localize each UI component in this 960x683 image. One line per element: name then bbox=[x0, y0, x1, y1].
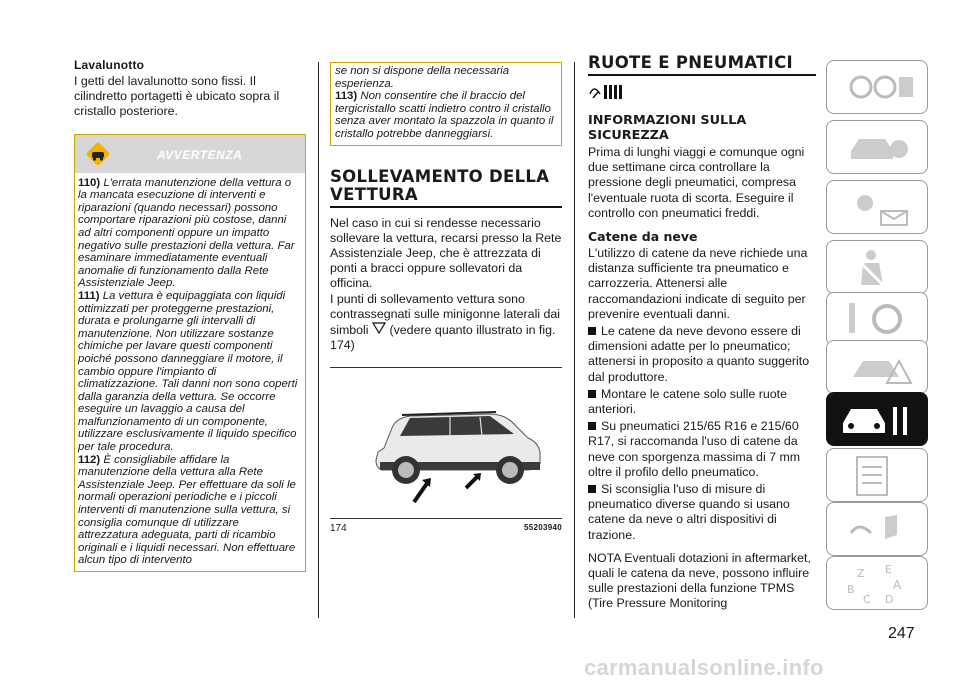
seatbelt-icon bbox=[827, 241, 927, 293]
catene-intro: L'utilizzo di catene da neve richiede una distanza sufficiente tra pneumatico e carrozzeria. Attenersi alle raccomandazioni indicate di seguito per prevenire eventuali danni. bbox=[588, 246, 808, 321]
bullet-square-icon bbox=[588, 485, 596, 493]
warning-body bbox=[75, 173, 305, 571]
heading-rule bbox=[330, 206, 562, 208]
warning-item-112 bbox=[78, 454, 299, 567]
warning-triangle-icon bbox=[827, 341, 927, 393]
svg-text:C: C bbox=[863, 593, 871, 606]
warning-item-text: L'errata manutenzione della vettura o la mancata esecuzione di interventi e riparazioni (quando necessari) possono comportare riparazioni più costose, danni ad altri componenti oppure un impatto negativo sulle prestazioni della vettura. Far esaminare immediatamente eventuali anomalie di funzionamento dalla Rete Assistenziale Jeep. bbox=[78, 176, 295, 290]
tab-data-sheet[interactable] bbox=[826, 448, 928, 502]
bullet-square-icon bbox=[588, 422, 596, 430]
svg-text:B: B bbox=[847, 583, 855, 596]
warning-item-number: 111) bbox=[78, 289, 100, 302]
figure-code: 55203940 bbox=[524, 523, 562, 533]
warning-item-113 bbox=[335, 90, 555, 140]
heading-catene-neve: Catene da neve bbox=[588, 229, 698, 245]
heading-informazioni-sicurezza: INFORMAZIONI SULLA SICUREZZA bbox=[588, 113, 747, 143]
warning-item-110 bbox=[78, 177, 299, 290]
tab-maintenance[interactable] bbox=[826, 392, 928, 446]
warning-title: AVVERTENZA bbox=[157, 147, 243, 162]
bullet-text: Su pneumatici 215/65 R16 e 215/60 R17, si raccomanda l'uso di catene da neve con sporgenza massima di 7 mm oltre il profilo dello pneumatico. bbox=[588, 419, 801, 479]
warning-continued-text: se non si dispone della necessaria esperienza. bbox=[335, 65, 510, 90]
svg-text:E: E bbox=[885, 563, 892, 576]
data-sheet-icon bbox=[827, 449, 927, 501]
figure-caption bbox=[330, 523, 562, 534]
suv-lift-points-illustration bbox=[330, 368, 562, 518]
bullet-square-icon bbox=[588, 327, 596, 335]
page-number: 247 bbox=[888, 625, 915, 642]
column-middle bbox=[330, 0, 562, 534]
bullet-text: Le catene da neve devono essere di dimensioni adatte per lo pneumatico; attenersi in proposito a quanto suggerito dal produttore. bbox=[588, 324, 810, 384]
heading-rule bbox=[588, 74, 816, 76]
figure-number: 174 bbox=[330, 523, 347, 535]
lift-point-symbol-icon bbox=[372, 323, 386, 337]
nota-text: NOTA Eventuali dotazioni in aftermarket, quali le catena da neve, possono influire sulle prestazioni della funzione TPMS (Tire Pressure Monitoring bbox=[588, 550, 811, 611]
tab-dashboard[interactable] bbox=[826, 60, 928, 114]
sollevamento-para2 bbox=[330, 292, 562, 354]
bullet-item bbox=[588, 324, 820, 385]
steering-wheel-icon bbox=[827, 293, 927, 345]
bullet-item bbox=[588, 482, 820, 543]
tab-steering[interactable] bbox=[826, 292, 928, 346]
warning-item-text: È consigliabile affidare la manutenzione della vettura alla Rete Assistenziale Jeep. Per effettuare da soli le normali operazioni periodiche e i piccoli interventi di manutenzione sulla vettura, si consiglia comunque di utilizzare attrezzatura adeguata, parti di ricambio originali e i liquidi necessari. Non effettuare alcun tipo di intervento bbox=[78, 453, 296, 567]
tab-multimedia[interactable] bbox=[826, 502, 928, 556]
tab-lights[interactable] bbox=[826, 180, 928, 234]
figure-174 bbox=[330, 367, 562, 519]
heading-sollevamento: SOLLEVAMENTO DELLA VETTURA bbox=[330, 166, 550, 204]
multimedia-icon bbox=[827, 503, 927, 555]
warning-item-number: 113) bbox=[335, 90, 358, 103]
bullet-item bbox=[588, 419, 820, 480]
watermark: carmanualsonline.info bbox=[584, 655, 824, 680]
warning-item-number: 110) bbox=[78, 176, 101, 189]
bullet-item bbox=[588, 387, 820, 417]
lights-icon bbox=[827, 181, 927, 233]
sicurezza-text: Prima di lunghi viaggi e comunque ogni due settimane circa controllare la pressione degli pneumatici, compresa l'eventuale ruota di scorta. Eseguire il controllo con pneumatici freddi. bbox=[588, 145, 805, 220]
car-info-icon bbox=[827, 121, 927, 173]
heading-ruote-pneumatici: RUOTE E PNEUMATICI bbox=[588, 53, 793, 72]
tire-pressure-icon bbox=[588, 82, 820, 107]
warning-item-text: Non consentire che il braccio del tergicristallo scatti indietro contro il cristallo senza aver montato la spazzola in quanto il cristallo potrebbe danneggiarsi. bbox=[335, 90, 554, 140]
column-divider bbox=[574, 62, 575, 618]
bullet-text: Si sconsiglia l'uso di misure di pneumatico diverse quando si usano catene da neve o altri dispositivi di trazione. bbox=[588, 482, 790, 542]
tab-seatbelt[interactable] bbox=[826, 240, 928, 294]
tab-emergency[interactable] bbox=[826, 340, 928, 394]
alphabet-index-icon bbox=[827, 557, 927, 609]
warning-item-number: 112) bbox=[78, 453, 101, 466]
sollevamento-para1: Nel caso in cui si rendesse necessario sollevare la vettura, recarsi presso la Rete Assistenziale Jeep, che è attrezzata di ponti a bracci oppure sollevatori da officina. bbox=[330, 215, 562, 291]
lavalunotto-text: I getti del lavalunotto sono fissi. Il cilindretto portagetti è ubicato sopra il cristallo posteriore. bbox=[74, 74, 280, 119]
svg-text:D: D bbox=[885, 593, 894, 606]
sollevamento-para2-text: I punti di sollevamento vettura sono contrassegnati sulle minigonne laterali dai simboli bbox=[330, 291, 561, 337]
bullet-square-icon bbox=[588, 390, 596, 398]
warning-header bbox=[75, 135, 305, 173]
column-right bbox=[588, 0, 820, 612]
warning-box-continued bbox=[330, 62, 562, 146]
bullet-text: Montare le catene solo sulle ruote anteriori. bbox=[588, 386, 787, 417]
tab-index[interactable] bbox=[826, 556, 928, 610]
svg-text:A: A bbox=[893, 578, 902, 592]
sollevamento-para2-ref: (vedere quanto illustrato in fig. 174) bbox=[330, 322, 556, 353]
car-warning-icon bbox=[85, 141, 111, 172]
svg-text:Z: Z bbox=[857, 567, 865, 580]
car-wrench-icon bbox=[827, 393, 927, 445]
column-left bbox=[74, 0, 306, 572]
section-title-lavalunotto: Lavalunotto bbox=[74, 58, 145, 72]
dashboard-icon bbox=[827, 61, 927, 113]
tab-car-info[interactable] bbox=[826, 120, 928, 174]
warning-item-111 bbox=[78, 290, 299, 454]
warning-item-text: La vettura è equipaggiata con liquidi ottimizzati per proteggerne prestazioni, durata e prolungarne gli intervalli di manutenzione. Non utilizzare sostanze chimiche per lavare questi componenti poiché possono danneggiare il motore, il cambio oppure l'impianto di climatizzazione. Tali danni non sono coperti dalla garanzia della vettura. Se occorre eseguire un lavaggio a causa del malfunzionamento di un componente, utilizzare esclusivamente il liquido specifico per tale procedura. bbox=[78, 289, 298, 454]
column-divider bbox=[318, 62, 319, 618]
warning-box bbox=[74, 134, 306, 572]
